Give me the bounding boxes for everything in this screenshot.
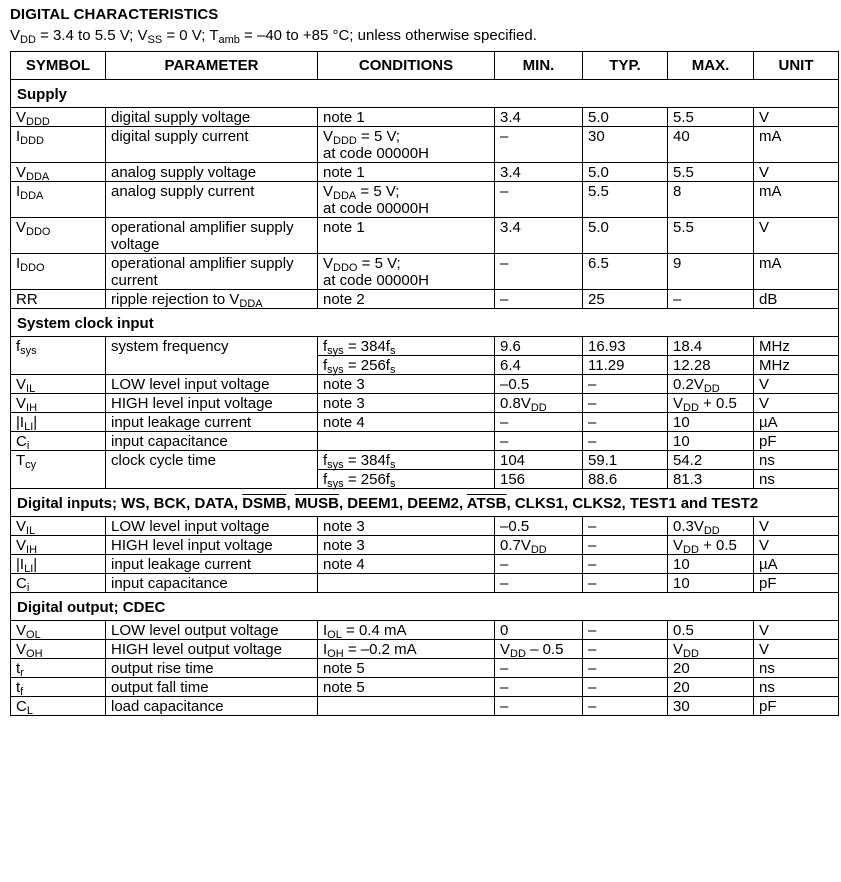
typ-value: 5.5 xyxy=(583,182,668,218)
parameter: LOW level input voltage xyxy=(106,375,318,394)
symbol: $V_{DDO}$ xyxy=(11,218,106,254)
symbol: $C_i$ xyxy=(11,432,106,451)
characteristics-table xyxy=(10,51,839,716)
table-row xyxy=(11,413,839,432)
min-value: 0 xyxy=(495,621,583,640)
unit: pF xyxy=(754,697,839,716)
max-value: $V_{DD}$ xyxy=(668,640,754,659)
min-value: – xyxy=(495,127,583,163)
typ-value: – xyxy=(583,678,668,697)
condition: note 3 xyxy=(318,394,495,413)
table-row xyxy=(11,640,839,659)
table-row xyxy=(11,536,839,555)
min-value: 9.6 xyxy=(495,337,583,356)
min-value: –0.5 xyxy=(495,375,583,394)
unit: V xyxy=(754,218,839,254)
table-row xyxy=(11,337,839,356)
parameter: LOW level output voltage xyxy=(106,621,318,640)
min-value: – xyxy=(495,555,583,574)
parameter: output rise time xyxy=(106,659,318,678)
max-value: $V_{DD} + 0.5$ xyxy=(668,536,754,555)
table-row xyxy=(11,555,839,574)
min-value: $V_{DD} - 0.5$ xyxy=(495,640,583,659)
min-value: – xyxy=(495,413,583,432)
table-row xyxy=(11,108,839,127)
symbol: $V_{DDA}$ xyxy=(11,163,106,182)
condition: note 5 xyxy=(318,678,495,697)
parameter: output fall time xyxy=(106,678,318,697)
unit: V xyxy=(754,517,839,536)
max-value: 5.5 xyxy=(668,108,754,127)
min-value: – xyxy=(495,182,583,218)
symbol: $V_{OL}$ xyxy=(11,621,106,640)
min-value: 104 xyxy=(495,451,583,470)
parameter: input capacitance xyxy=(106,432,318,451)
table-row xyxy=(11,375,839,394)
max-value: 20 xyxy=(668,678,754,697)
typ-value: – xyxy=(583,659,668,678)
parameter: ripple rejection to $V_{DDA}$ xyxy=(106,290,318,309)
table-row xyxy=(11,356,839,375)
unit: V xyxy=(754,621,839,640)
min-value: – xyxy=(495,697,583,716)
parameter: LOW level input voltage xyxy=(106,517,318,536)
typ-value: 5.0 xyxy=(583,163,668,182)
unit: V xyxy=(754,375,839,394)
typ-value: – xyxy=(583,375,668,394)
typ-value: – xyxy=(583,394,668,413)
min-value: 6.4 xyxy=(495,356,583,375)
section-digital-inputs: Digital inputs; WS, BCK, DATA, DSMB, MUSB, DEEM1, DEEM2, ATSB, CLKS1, CLKS2, TEST1 and TEST2 xyxy=(11,489,839,517)
condition: note 2 xyxy=(318,290,495,309)
unit: MHz xyxy=(754,356,839,375)
table-row xyxy=(11,290,839,309)
col-parameter: PARAMETER xyxy=(106,52,318,80)
max-value: 5.5 xyxy=(668,163,754,182)
max-value: 10 xyxy=(668,574,754,593)
condition xyxy=(318,697,495,716)
symbol: $T_{cy}$ xyxy=(11,451,106,470)
min-value: – xyxy=(495,678,583,697)
table-row xyxy=(11,432,839,451)
unit: ns xyxy=(754,678,839,697)
max-value: 30 xyxy=(668,697,754,716)
unit: V xyxy=(754,163,839,182)
min-value: $0.8V_{DD}$ xyxy=(495,394,583,413)
parameter: analog supply voltage xyxy=(106,163,318,182)
condition: note 1 xyxy=(318,218,495,254)
typ-value: – xyxy=(583,621,668,640)
parameter: operational amplifier supply current xyxy=(106,254,318,290)
condition: $I_{OH} = -0.2$ mA xyxy=(318,640,495,659)
symbol: $V_{DDD}$ xyxy=(11,108,106,127)
condition: $f_{sys} = 256f_s$ xyxy=(318,470,495,489)
col-typ: TYP. xyxy=(583,52,668,80)
typ-value: – xyxy=(583,697,668,716)
table-row xyxy=(11,254,839,290)
max-value: 12.28 xyxy=(668,356,754,375)
table-row xyxy=(11,451,839,470)
unit: ns xyxy=(754,470,839,489)
typ-value: 59.1 xyxy=(583,451,668,470)
max-value: – xyxy=(668,290,754,309)
min-value: 3.4 xyxy=(495,163,583,182)
condition xyxy=(318,432,495,451)
unit: MHz xyxy=(754,337,839,356)
unit: mA xyxy=(754,254,839,290)
max-value: 10 xyxy=(668,413,754,432)
min-value: – xyxy=(495,432,583,451)
parameter: input leakage current xyxy=(106,413,318,432)
condition: $V_{DDA} = 5$ V; at code 00000H xyxy=(318,182,495,218)
condition: note 1 xyxy=(318,163,495,182)
symbol: $I_{DDA}$ xyxy=(11,182,106,218)
unit: V xyxy=(754,108,839,127)
col-conditions: CONDITIONS xyxy=(318,52,495,80)
section-digital-output: Digital output; CDEC xyxy=(11,593,839,621)
condition: note 4 xyxy=(318,413,495,432)
unit: pF xyxy=(754,432,839,451)
unit: mA xyxy=(754,127,839,163)
max-value: 10 xyxy=(668,432,754,451)
max-value: 20 xyxy=(668,659,754,678)
parameter: HIGH level input voltage xyxy=(106,394,318,413)
unit: pF xyxy=(754,574,839,593)
symbol: RR xyxy=(11,290,106,309)
parameter: input capacitance xyxy=(106,574,318,593)
symbol: $|I_{LI}|$ xyxy=(11,413,106,432)
symbol: $C_i$ xyxy=(11,574,106,593)
condition: $f_{sys} = 384f_s$ xyxy=(318,451,495,470)
parameter: HIGH level output voltage xyxy=(106,640,318,659)
table-row xyxy=(11,182,839,218)
typ-value: 5.0 xyxy=(583,218,668,254)
condition: note 5 xyxy=(318,659,495,678)
condition: $f_{sys} = 384f_s$ xyxy=(318,337,495,356)
symbol: $I_{DDO}$ xyxy=(11,254,106,290)
max-value: $0.2V_{DD}$ xyxy=(668,375,754,394)
parameter: load capacitance xyxy=(106,697,318,716)
condition: note 3 xyxy=(318,375,495,394)
typ-value: – xyxy=(583,536,668,555)
max-value: 0.5 xyxy=(668,621,754,640)
page-title: DIGITAL CHARACTERISTICS xyxy=(10,6,219,23)
typ-value: – xyxy=(583,640,668,659)
condition: note 4 xyxy=(318,555,495,574)
symbol: $V_{IH}$ xyxy=(11,536,106,555)
max-value: 10 xyxy=(668,555,754,574)
unit: V xyxy=(754,536,839,555)
min-value: – xyxy=(495,290,583,309)
typ-value: 11.29 xyxy=(583,356,668,375)
max-value: 9 xyxy=(668,254,754,290)
col-unit: UNIT xyxy=(754,52,839,80)
unit: dB xyxy=(754,290,839,309)
table-row xyxy=(11,127,839,163)
condition: $V_{DDD} = 5$ V; at code 00000H xyxy=(318,127,495,163)
min-value: $0.7V_{DD}$ xyxy=(495,536,583,555)
condition: $I_{OL} = 0.4$ mA xyxy=(318,621,495,640)
unit: ns xyxy=(754,659,839,678)
symbol: $V_{IL}$ xyxy=(11,375,106,394)
parameter: system frequency xyxy=(106,337,318,356)
condition: note 3 xyxy=(318,536,495,555)
header-row xyxy=(11,52,839,80)
parameter: digital supply voltage xyxy=(106,108,318,127)
col-max: MAX. xyxy=(668,52,754,80)
condition: $V_{DDO} = 5$ V; at code 00000H xyxy=(318,254,495,290)
table-row xyxy=(11,517,839,536)
typ-value: 16.93 xyxy=(583,337,668,356)
table-row xyxy=(11,678,839,697)
unit: V xyxy=(754,394,839,413)
table-row xyxy=(11,394,839,413)
general-conditions: $V_{DD} = 3.4$ to 5.5 V; $V_{SS} = 0$ V; $T_{amb} = -40$ to +85 °C; unless otherwise specified. xyxy=(10,27,537,46)
symbol: $V_{IL}$ xyxy=(11,517,106,536)
typ-value: 25 xyxy=(583,290,668,309)
max-value: $V_{DD} + 0.5$ xyxy=(668,394,754,413)
max-value: 54.2 xyxy=(668,451,754,470)
col-symbol: SYMBOL xyxy=(11,52,106,80)
min-value: 3.4 xyxy=(495,108,583,127)
table-row xyxy=(11,470,839,489)
max-value: 8 xyxy=(668,182,754,218)
condition: note 3 xyxy=(318,517,495,536)
table-row xyxy=(11,621,839,640)
min-value: – xyxy=(495,659,583,678)
parameter: clock cycle time xyxy=(106,451,318,470)
table-row xyxy=(11,697,839,716)
typ-value: – xyxy=(583,432,668,451)
typ-value: 30 xyxy=(583,127,668,163)
typ-value: – xyxy=(583,555,668,574)
symbol: $t_f$ xyxy=(11,678,106,697)
col-min: MIN. xyxy=(495,52,583,80)
unit: mA xyxy=(754,182,839,218)
min-value: 156 xyxy=(495,470,583,489)
unit: µA xyxy=(754,413,839,432)
symbol: $I_{DDD}$ xyxy=(11,127,106,163)
min-value: – xyxy=(495,254,583,290)
table-row xyxy=(11,163,839,182)
typ-value: – xyxy=(583,413,668,432)
min-value: 3.4 xyxy=(495,218,583,254)
section-supply: Supply xyxy=(11,80,839,108)
min-value: – xyxy=(495,574,583,593)
parameter: analog supply current xyxy=(106,182,318,218)
table-row xyxy=(11,574,839,593)
parameter: digital supply current xyxy=(106,127,318,163)
unit: V xyxy=(754,640,839,659)
typ-value: 6.5 xyxy=(583,254,668,290)
typ-value: 88.6 xyxy=(583,470,668,489)
condition: $f_{sys} = 256f_s$ xyxy=(318,356,495,375)
typ-value: – xyxy=(583,517,668,536)
symbol: $C_L$ xyxy=(11,697,106,716)
condition: note 1 xyxy=(318,108,495,127)
max-value: 81.3 xyxy=(668,470,754,489)
symbol: $V_{IH}$ xyxy=(11,394,106,413)
symbol: $|I_{LI}|$ xyxy=(11,555,106,574)
max-value: $0.3V_{DD}$ xyxy=(668,517,754,536)
unit: µA xyxy=(754,555,839,574)
parameter: input leakage current xyxy=(106,555,318,574)
table-row xyxy=(11,659,839,678)
symbol: $t_r$ xyxy=(11,659,106,678)
symbol: $f_{sys}$ xyxy=(11,337,106,356)
symbol: $V_{OH}$ xyxy=(11,640,106,659)
max-value: 18.4 xyxy=(668,337,754,356)
min-value: –0.5 xyxy=(495,517,583,536)
max-value: 40 xyxy=(668,127,754,163)
max-value: 5.5 xyxy=(668,218,754,254)
table-row xyxy=(11,218,839,254)
section-clock: System clock input xyxy=(11,309,839,337)
typ-value: – xyxy=(583,574,668,593)
parameter: operational amplifier supply voltage xyxy=(106,218,318,254)
unit: ns xyxy=(754,451,839,470)
condition xyxy=(318,574,495,593)
parameter: HIGH level input voltage xyxy=(106,536,318,555)
typ-value: 5.0 xyxy=(583,108,668,127)
